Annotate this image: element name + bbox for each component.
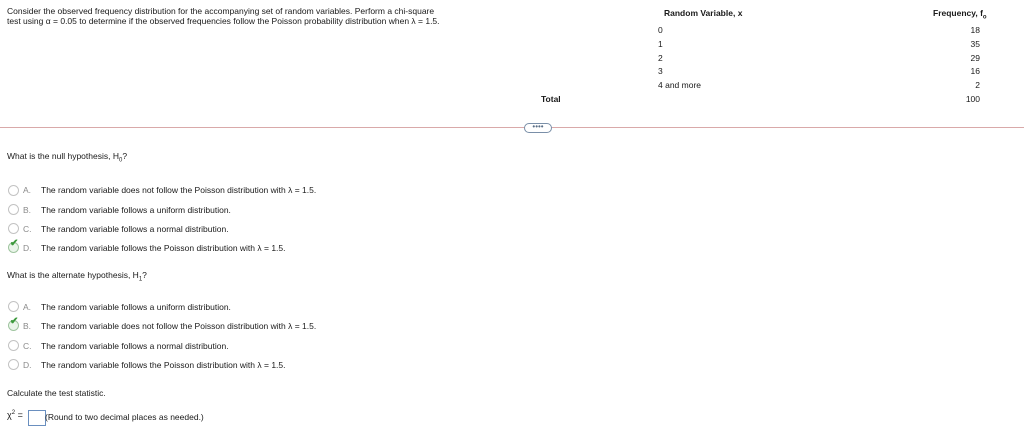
option-letter: D. bbox=[23, 360, 32, 370]
table-total-value: 100 bbox=[965, 94, 980, 104]
table-row-x: 4 and more bbox=[658, 80, 701, 90]
option-letter: A. bbox=[23, 302, 32, 312]
table-row-x: 1 bbox=[658, 39, 663, 49]
checkmark-icon: ✔ bbox=[10, 238, 19, 249]
radio-button[interactable] bbox=[8, 185, 19, 196]
option-letter: D. bbox=[23, 243, 32, 253]
test-statistic-question: Calculate the test statistic. bbox=[7, 388, 106, 398]
chi-square-label: $\chi^2$ = bbox=[7, 410, 23, 420]
table-row-frequency: 16 bbox=[970, 66, 980, 76]
radio-button[interactable] bbox=[8, 223, 19, 234]
table-row-x: 3 bbox=[658, 66, 663, 76]
expand-more-button[interactable]: •••• bbox=[524, 123, 552, 133]
radio-button[interactable] bbox=[8, 301, 19, 312]
option-text[interactable]: The random variable follows a uniform distribution. bbox=[41, 302, 231, 312]
option-letter: C. bbox=[23, 224, 32, 234]
problem-line-1: Consider the observed frequency distribution for the accompanying set of random variables. Perform a chi-square bbox=[7, 6, 435, 16]
table-header-frequency: Frequency, $f_o$ bbox=[933, 8, 987, 21]
rounding-hint: (Round to two decimal places as needed.) bbox=[45, 412, 204, 422]
option-text[interactable]: The random variable follows the Poisson distribution with λ = 1.5. bbox=[41, 243, 286, 253]
option-letter: C. bbox=[23, 341, 32, 351]
option-text[interactable]: The random variable follows a uniform distribution. bbox=[41, 205, 231, 215]
test-statistic-input[interactable] bbox=[28, 410, 46, 426]
radio-button[interactable] bbox=[8, 359, 19, 370]
table-row-frequency: 18 bbox=[970, 25, 980, 35]
problem-statement bbox=[7, 6, 527, 26]
table-row-frequency: 2 bbox=[975, 80, 980, 90]
option-text[interactable]: The random variable does not follow the Poisson distribution with λ = 1.5. bbox=[41, 185, 317, 195]
table-total-label: Total bbox=[541, 94, 561, 104]
option-text[interactable]: The random variable follows the Poisson distribution with λ = 1.5. bbox=[41, 360, 286, 370]
option-text[interactable]: The random variable does not follow the Poisson distribution with λ = 1.5. bbox=[41, 321, 317, 331]
option-text[interactable]: The random variable follows a normal distribution. bbox=[41, 341, 229, 351]
table-header-x: Random Variable, x bbox=[664, 8, 743, 18]
option-text[interactable]: The random variable follows a normal distribution. bbox=[41, 224, 229, 234]
null-hypothesis-question: What is the null hypothesis, $H_0$? bbox=[7, 151, 128, 164]
table-row-frequency: 29 bbox=[970, 53, 980, 63]
option-letter: B. bbox=[23, 321, 32, 331]
alternate-hypothesis-question: What is the alternate hypothesis, $H_1$? bbox=[7, 270, 147, 283]
table-row-x: 2 bbox=[658, 53, 663, 63]
table-row-x: 0 bbox=[658, 25, 663, 35]
section-divider bbox=[0, 127, 1024, 128]
radio-button[interactable] bbox=[8, 340, 19, 351]
checkmark-icon: ✔ bbox=[10, 316, 19, 327]
radio-button[interactable] bbox=[8, 204, 19, 215]
problem-line-2: test using α = 0.05 to determine if the observed frequencies follow the Poisson probability distribution when λ = 1.5. bbox=[7, 16, 440, 26]
table-row-frequency: 35 bbox=[970, 39, 980, 49]
option-letter: B. bbox=[23, 205, 32, 215]
option-letter: A. bbox=[23, 185, 32, 195]
